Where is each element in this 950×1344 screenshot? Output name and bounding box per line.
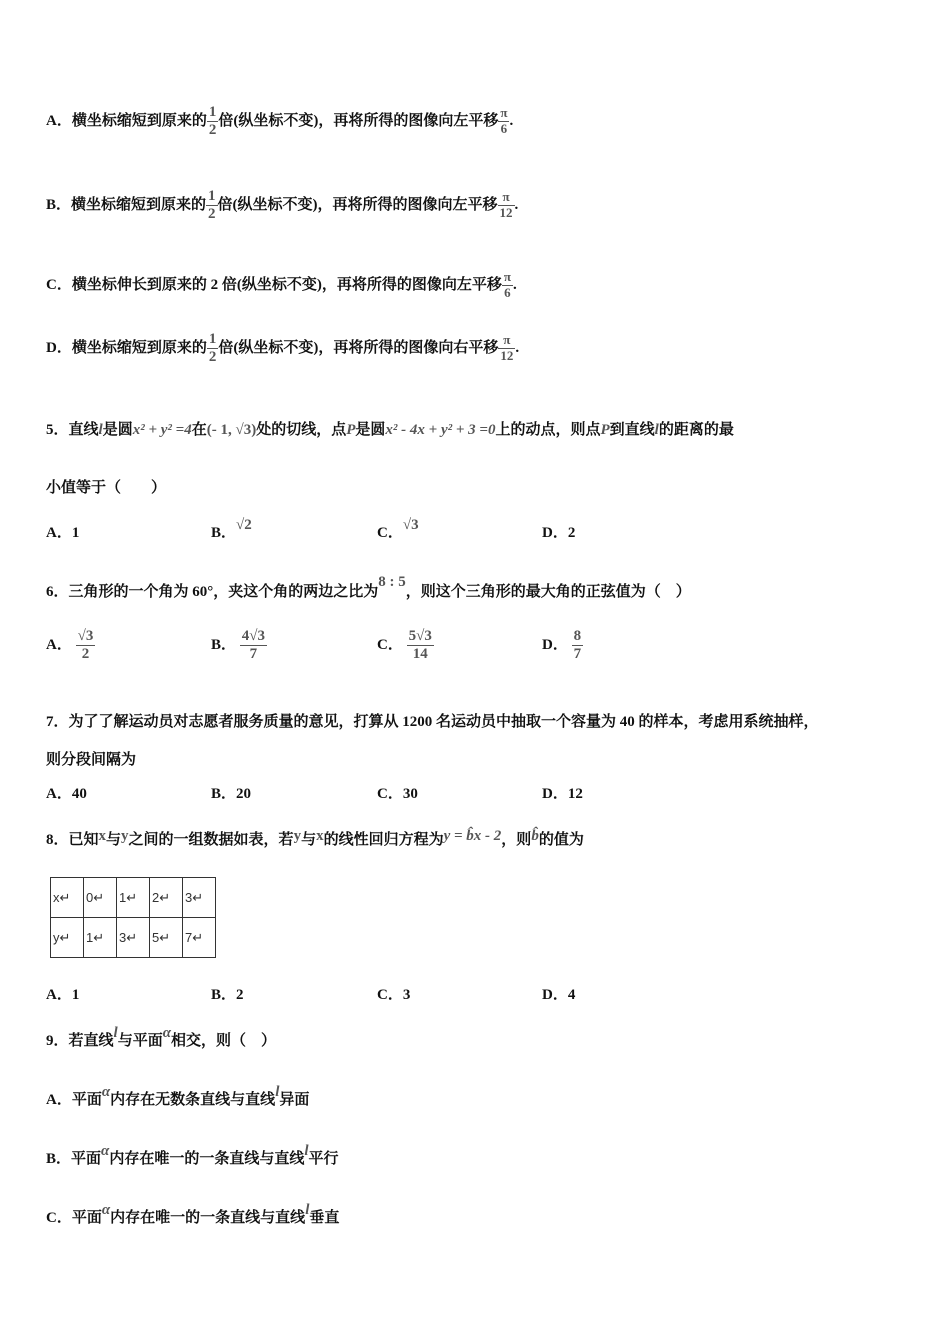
q4-b-fraction: $\frac{1}{2}$ <box>208 188 216 223</box>
q4-option-b: B．横坐标缩短到原来的 $\frac{1}{2}$ 倍(纵坐标不变)，再将所得的图像向左平移 $\frac{\pi}{12}$ . <box>46 188 519 223</box>
q9-stem: 9．若直线l与平面α相交，则（ ） <box>46 1025 277 1049</box>
q7-option-d: D．12 <box>542 786 583 802</box>
table-cell: 7↵ <box>183 918 216 958</box>
q4-a-fraction: $\frac{1}{2}$ <box>208 104 217 139</box>
q4-option-c: C．横坐标伸长到原来的 2 倍(纵坐标不变)，再将所得的图像向左平移 $\frac{\pi}{6}$ . <box>46 269 517 300</box>
q4-a-shift: $\frac{\pi}{6}$ <box>500 105 508 137</box>
q6-b-fraction: $\frac{4√3}{7}$ <box>241 628 265 663</box>
q4-c-shift: $\frac{\pi}{6}$ <box>503 269 511 300</box>
q4-option-d: D．横坐标缩短到原来的 $\frac{1}{2}$ 倍(纵坐标不变)，再将所得的图像向右平移 $\frac{\pi}{12}$ . <box>46 331 520 366</box>
q5-circle2: x² - 4x + y² + 3 =0 <box>385 422 496 438</box>
table-row <box>51 878 216 918</box>
q4-d-shift: $\frac{\pi}{12}$ <box>500 332 514 364</box>
q9-option-c: C．平面α内存在唯一的一条直线与直线l垂直 <box>46 1202 340 1226</box>
q4-option-a: A．横坐标缩短到原来的 $\frac{1}{2}$ 倍(纵坐标不变)，再将所得的图像向左平移 $\frac{\pi}{6}$ . <box>46 104 514 139</box>
table-cell: 2↵ <box>150 878 183 918</box>
q5-option-d: D．2 <box>542 525 576 541</box>
q7-stem-line2: 则分段间隔为 <box>46 752 137 768</box>
q8-stem: 8．已知x与y之间的一组数据如表，若y与x的线性回归方程为y = b̂x - 2，则b̂的值为 <box>46 828 584 848</box>
q5-stem-line2: 小值等于（ ） <box>46 480 167 496</box>
q9-option-a: A．平面α内存在无数条直线与直线l异面 <box>46 1084 310 1108</box>
q4-d-fraction: $\frac{1}{2}$ <box>208 331 217 366</box>
q5-option-b: B．√2 <box>211 517 252 541</box>
q5-option-c: C．√3 <box>377 517 419 541</box>
q6-c-fraction: $\frac{5√3}{14}$ <box>408 628 432 663</box>
table-cell: 0↵ <box>84 878 117 918</box>
q7-stem-line1: 7．为了了解运动员对志愿者服务质量的意见，打算从 1200 名运动员中抽取一个容量为 40 的样本，考虑用系统抽样， <box>46 714 819 730</box>
table-cell: 3↵ <box>183 878 216 918</box>
table-cell: 1↵ <box>84 918 117 958</box>
q8-equation: y = b̂x - 2 <box>443 828 502 844</box>
q8-option-a: A．1 <box>46 987 80 1003</box>
table-cell: 5↵ <box>150 918 183 958</box>
q6-option-a: A． $\frac{√3}{2}$ <box>46 628 94 663</box>
table-cell: 3↵ <box>117 918 150 958</box>
q5-stem-line1: 5．直线l是圆x² + y² =4在(- 1, √3)处的切线，点P是圆x² - 4x + y² + 3 =0上的动点，则点P到直线l的距离的最 <box>46 422 734 438</box>
q6-a-fraction: $\frac{√3}{2}$ <box>77 628 94 663</box>
q9-option-b: B．平面α内存在唯一的一条直线与直线l平行 <box>46 1143 339 1167</box>
q4-b-shift: $\frac{\pi}{12}$ <box>499 189 513 221</box>
table-cell: y↵ <box>51 918 84 958</box>
q8-option-d: D．4 <box>542 987 576 1003</box>
table-row <box>51 918 216 958</box>
q7-option-a: A．40 <box>46 786 87 802</box>
q8-option-c: C．3 <box>377 987 411 1003</box>
table-cell: x↵ <box>51 878 84 918</box>
q6-option-b: B． $\frac{4√3}{7}$ <box>211 628 265 663</box>
q6-option-c: C． $\frac{5√3}{14}$ <box>377 628 432 663</box>
q5-point: (- 1, √3) <box>206 422 257 438</box>
q7-option-b: B．20 <box>211 786 252 802</box>
q6-option-d: D． $\frac{8}{7}$ <box>542 628 582 663</box>
q5-circle1: x² + y² =4 <box>132 422 192 438</box>
q8-option-b: B．2 <box>211 987 244 1003</box>
q6-d-fraction: $\frac{8}{7}$ <box>573 628 582 663</box>
table-cell: 1↵ <box>117 878 150 918</box>
q5-option-a: A．1 <box>46 525 80 541</box>
q6-stem: 6．三角形的一个角为 60°，夹这个角的两边之比为8 : 5，则这个三角形的最大角的正弦值为（ ） <box>46 574 691 600</box>
q8-data-table <box>50 877 216 958</box>
q6-ratio: 8 : 5 <box>378 574 406 590</box>
q7-option-c: C．30 <box>377 786 418 802</box>
